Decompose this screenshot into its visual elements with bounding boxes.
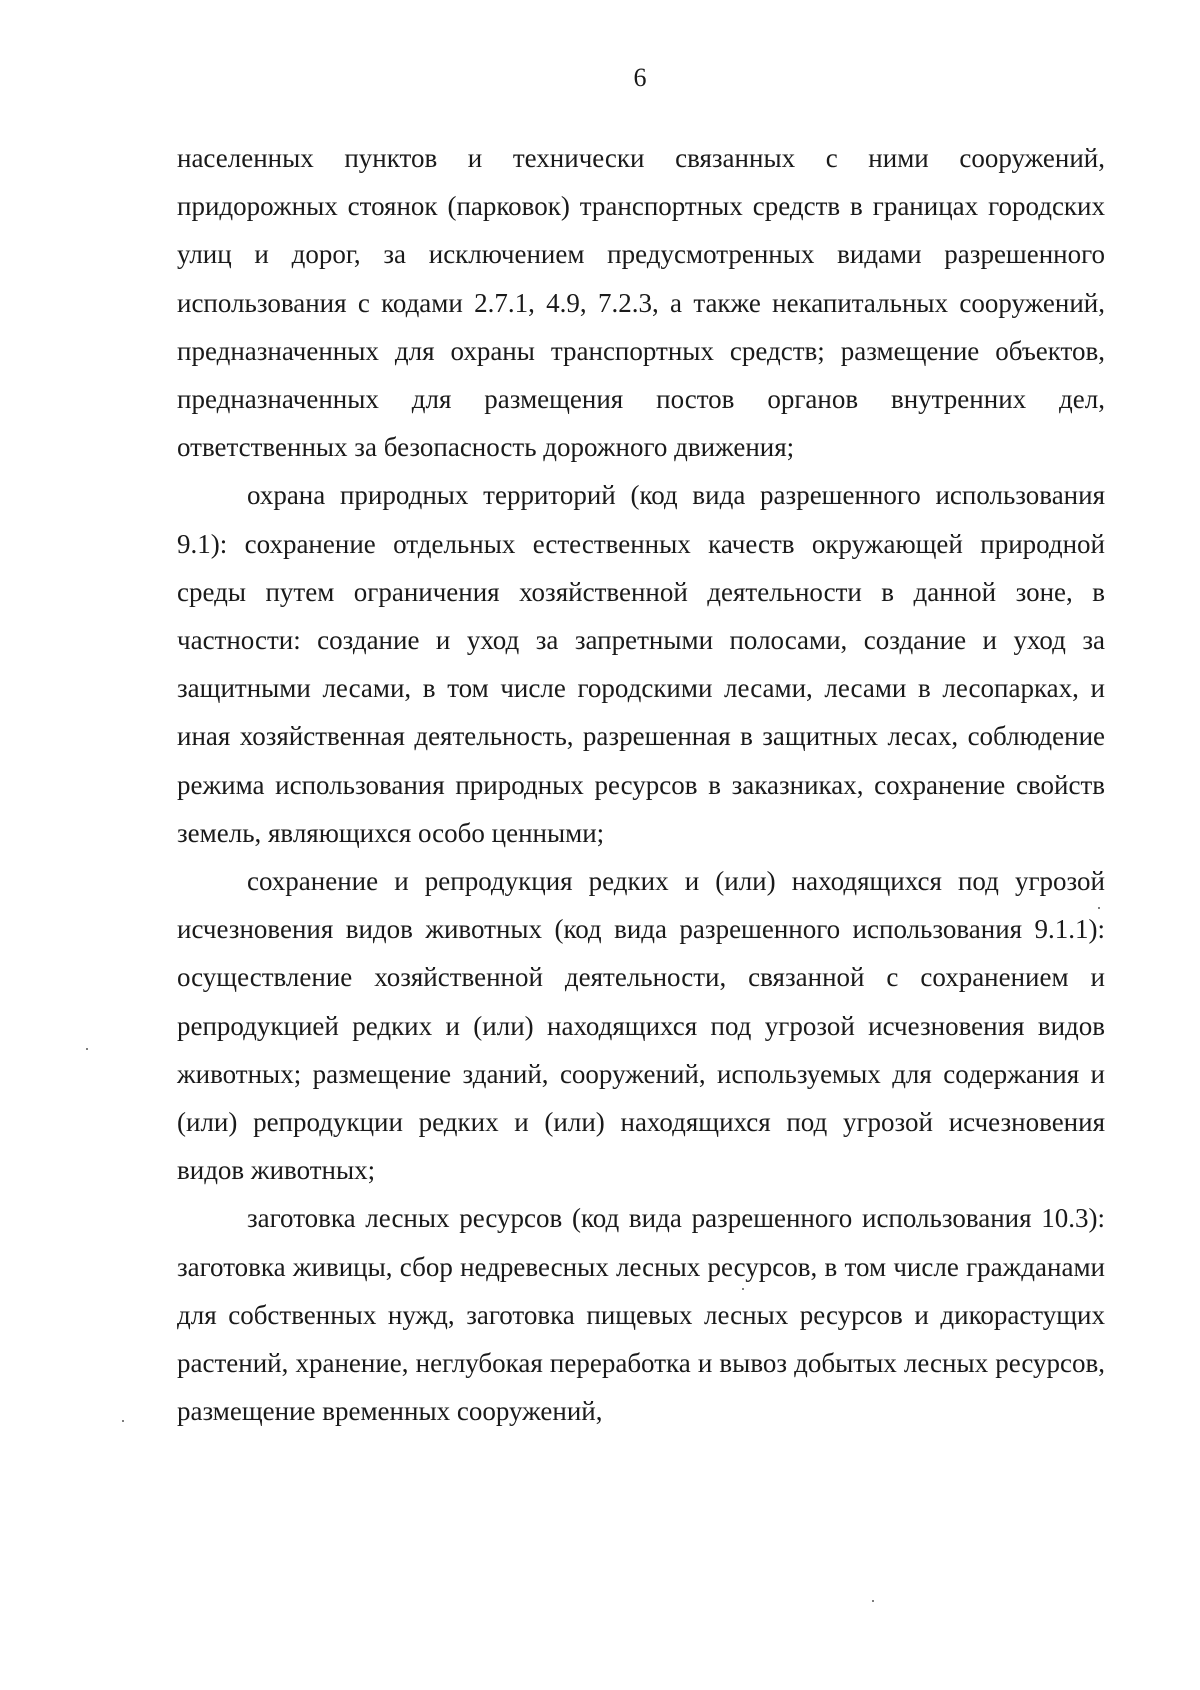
paragraph-rare-animals: сохранение и репродукция редких и (или) находящихся под угрозой исчезновения видов животных (код вида разрешенного использования 9.1.1): осуществление хозяйственной деятельности, связанной с сохранением и репродукцией редких и (или) находящихся под угрозой исчезновения видов животных; размещение зданий, сооружений, используемых для содержания и (или) репродукции редких и (или) находящихся под угрозой исчезновения видов животных;: [177, 866, 1105, 1186]
scan-speck: [742, 1288, 744, 1290]
paragraph-continuation: населенных пунктов и технически связанных с ними сооружений, придорожных стоянок (парковок) транспортных средств в границах городских улиц и дорог, за исключением предусмотренных видами разрешенного использования с кодами 2.7.1, 4.9, 7.2.3, а также некапитальных сооружений, предназначенных для охраны транспортных средств; размещение объектов, предназначенных для размещения постов органов внутренних дел, ответственных за безопасность дорожного движения;: [177, 143, 1105, 463]
page-number: 6: [633, 63, 647, 92]
paragraph-nature-protection: охрана природных территорий (код вида разрешенного использования 9.1): сохранение отдельных естественных качеств окружающей природной среды путем ограничения хозяйственной деятельности в данной зоне, в частности: создание и уход за запретными полосами, создание и уход за защитными лесами, в том числе городскими лесами, лесами в лесопарках, и иная хозяйственная деятельность, разрешенная в защитных лесах, соблюдение режима использования природных ресурсов в заказниках, сохранение свойств земель, являющихся особо ценными;: [177, 480, 1105, 848]
paragraph-forest-resources: заготовка лесных ресурсов (код вида разрешенного использования 10.3): заготовка живицы, сбор недревесных лесных ресурсов, в том числе гражданами для собственных нужд, заготовка пищевых лесных ресурсов и дикорастущих растений, хранение, неглубокая переработка и вывоз добытых лесных ресурсов, размещение временных сооружений,: [177, 1203, 1105, 1427]
scan-speck: [86, 1048, 88, 1050]
scan-speck: [1098, 907, 1100, 909]
document-body: [177, 134, 1105, 1435]
scan-speck: [122, 1420, 124, 1422]
scan-speck: [872, 1600, 874, 1602]
